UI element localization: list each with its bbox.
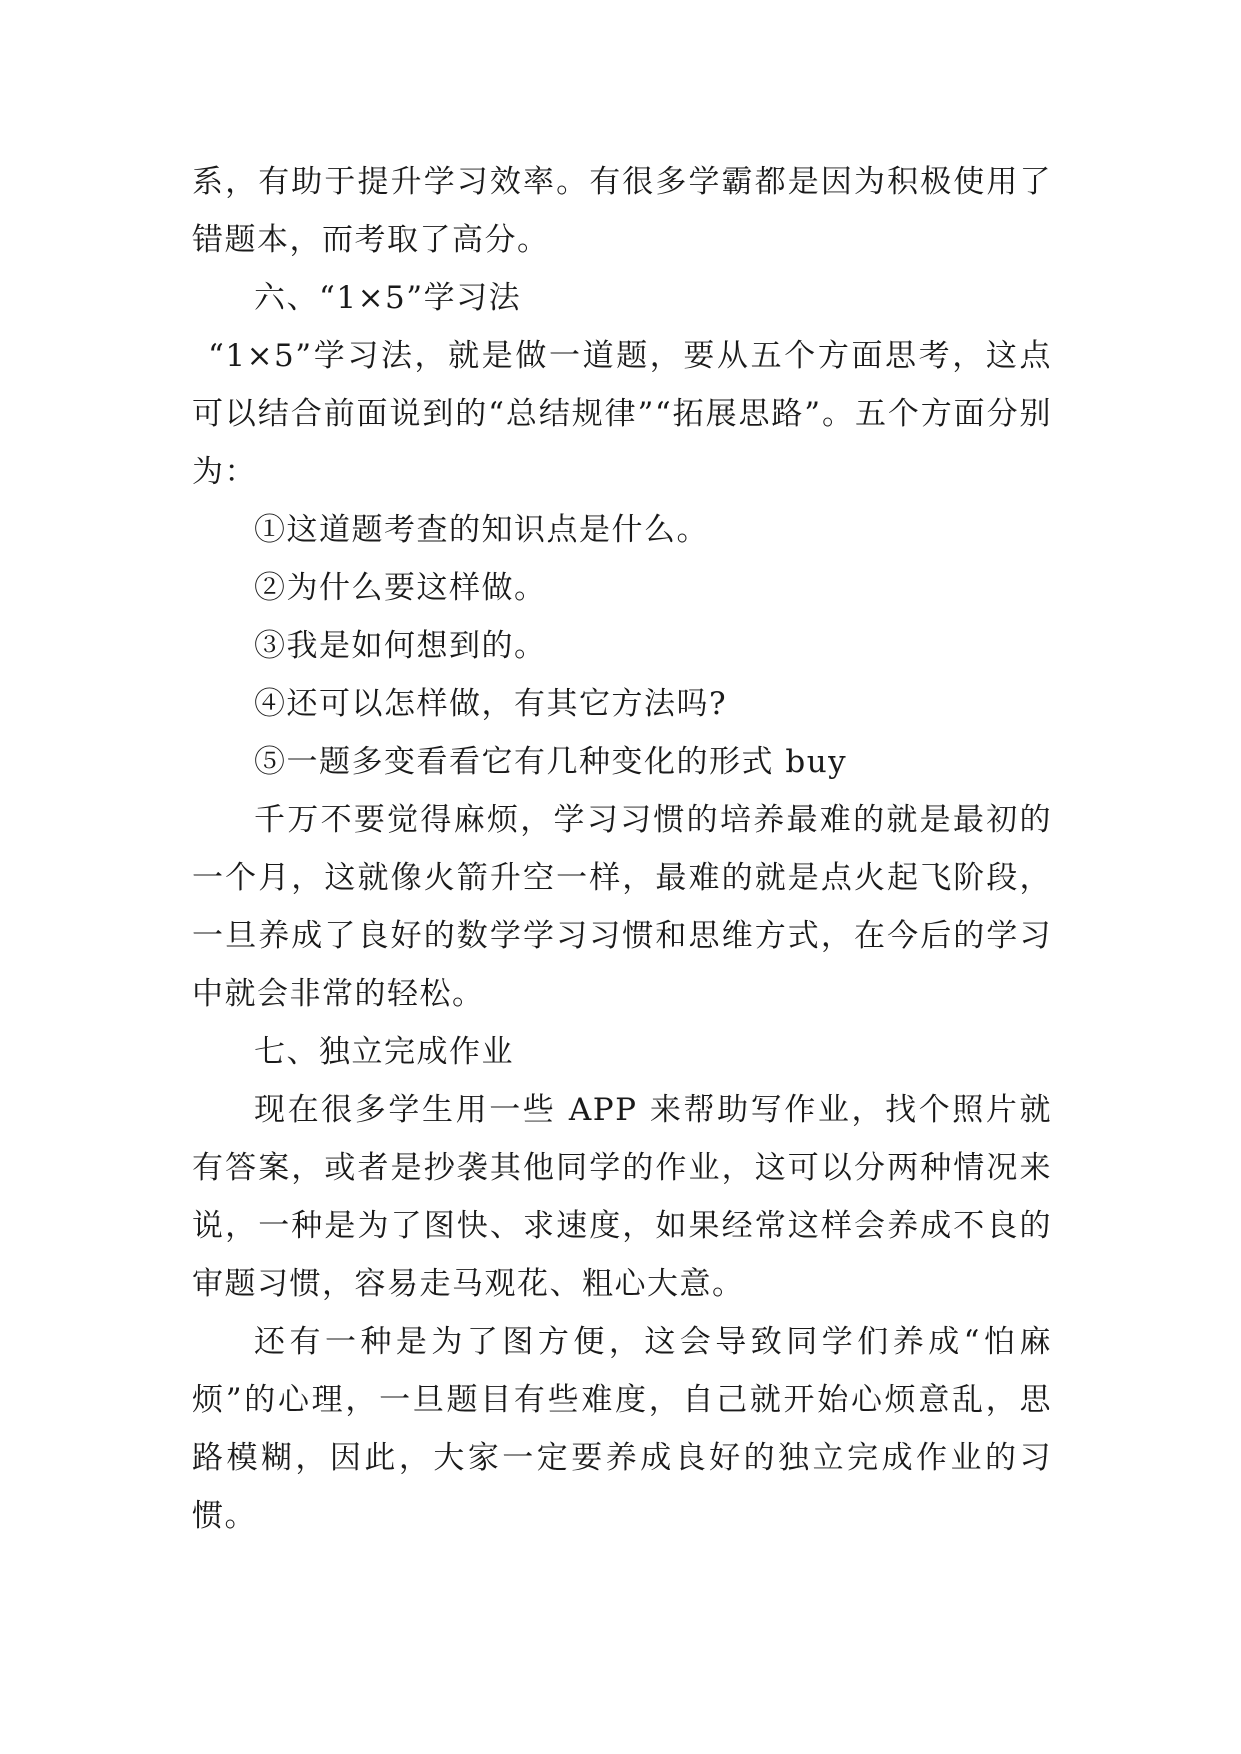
paragraph-independent-work: 还有一种是为了图方便，这会导致同学们养成“怕麻烦”的心理，一旦题目有些难度，自己就开始心烦意乱，思路模糊，因此，大家一定要养成良好的独立完成作业的习惯。 [192,1324,1052,1534]
list-item-5: ⑤一题多变看看它有几种变化的形式 buy [254,744,848,780]
section-heading-seven: 七、独立完成作业 [254,1034,514,1070]
list-item-1: ①这道题考查的知识点是什么。 [254,512,709,548]
list-item-2: ②为什么要这样做。 [254,570,547,606]
paragraph-method-intro: “1×5”学习法，就是做一道题，要从五个方面思考，这点可以结合前面说到的“总结规律”“拓展思路”。五个方面分别为： [192,338,1052,490]
list-item-4: ④还可以怎样做，有其它方法吗? [254,686,728,722]
section-heading-six: 六、“1×5”学习法 [254,280,522,316]
paragraph-habit: 千万不要觉得麻烦，学习习惯的培养最难的就是最初的一个月，这就像火箭升空一样，最难的就是点火起飞阶段，一旦养成了良好的数学学习习惯和思维方式，在今后的学习中就会非常的轻松。 [192,802,1052,1012]
paragraph-homework-apps: 现在很多学生用一些 APP 来帮助写作业，找个照片就有答案，或者是抄袭其他同学的作业，这可以分两种情况来说，一种是为了图快、求速度，如果经常这样会养成不良的审题习惯，容易走马观花、粗心大意。 [192,1092,1052,1302]
list-item-3: ③我是如何想到的。 [254,628,547,664]
document-body [192,153,1052,1545]
paragraph-continuation: 系，有助于提升学习效率。有很多学霸都是因为积极使用了错题本，而考取了高分。 [192,164,1052,258]
